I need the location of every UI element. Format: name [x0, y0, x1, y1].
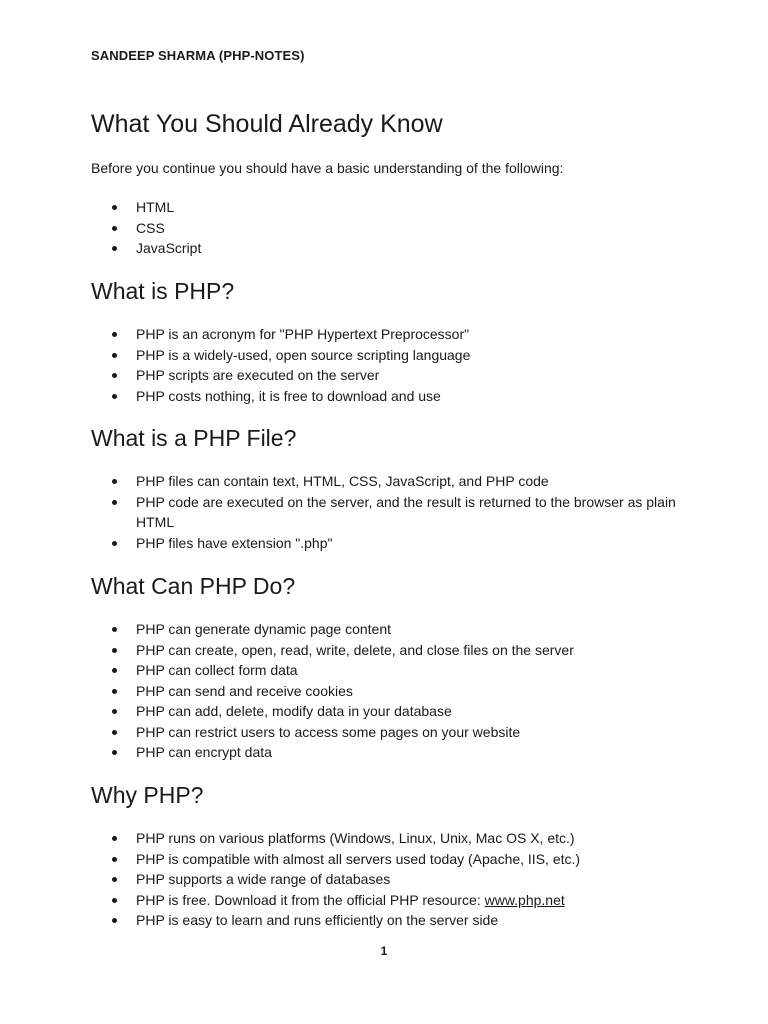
bullet-icon	[112, 898, 117, 903]
section-heading-php-capabilities: What Can PHP Do?	[91, 573, 296, 599]
bullet-icon	[112, 836, 117, 841]
list-item: PHP costs nothing, it is free to download and use	[110, 386, 690, 407]
list-item: PHP supports a wide range of databases	[110, 869, 690, 890]
php-capabilities-list	[110, 619, 690, 763]
page-number: 1	[380, 944, 388, 958]
bullet-icon	[112, 541, 117, 546]
list-item: PHP can encrypt data	[110, 742, 690, 763]
list-item: PHP is compatible with almost all servers used today (Apache, IIS, etc.)	[110, 849, 690, 870]
bullet-icon	[112, 226, 117, 231]
bullet-icon	[112, 373, 117, 378]
bullet-icon	[112, 668, 117, 673]
bullet-icon	[112, 353, 117, 358]
intro-paragraph: Before you continue you should have a basic understanding of the following:	[91, 160, 564, 176]
what-is-php-list	[110, 324, 690, 406]
list-item: PHP can generate dynamic page content	[110, 619, 690, 640]
list-item: PHP scripts are executed on the server	[110, 365, 690, 386]
list-item: PHP can create, open, read, write, delete, and close files on the server	[110, 640, 690, 661]
list-item: JavaScript	[110, 238, 690, 259]
bullet-icon	[112, 709, 117, 714]
bullet-icon	[112, 730, 117, 735]
php-net-link[interactable]: www.php.net	[484, 891, 565, 908]
list-item: PHP can add, delete, modify data in your database	[110, 701, 690, 722]
section-heading-what-is-php: What is PHP?	[91, 278, 235, 304]
why-php-list	[110, 828, 690, 931]
list-item: PHP is easy to learn and runs efficiently on the server side	[110, 910, 690, 931]
list-item: PHP files can contain text, HTML, CSS, JavaScript, and PHP code	[110, 471, 690, 492]
list-item: PHP is a widely-used, open source scripting language	[110, 345, 690, 366]
list-item: PHP is free. Download it from the official PHP resource: www.php.net	[110, 890, 690, 911]
bullet-icon	[112, 857, 117, 862]
list-item: PHP is an acronym for "PHP Hypertext Preprocessor"	[110, 324, 690, 345]
bullet-icon	[112, 394, 117, 399]
prerequisites-list	[110, 197, 690, 259]
bullet-icon	[112, 750, 117, 755]
bullet-icon	[112, 918, 117, 923]
bullet-icon	[112, 205, 117, 210]
section-heading-php-file: What is a PHP File?	[91, 425, 297, 451]
list-item: PHP can restrict users to access some pages on your website	[110, 722, 690, 743]
bullet-icon	[112, 500, 117, 505]
php-file-list	[110, 471, 690, 553]
bullet-icon	[112, 648, 117, 653]
bullet-icon	[112, 627, 117, 632]
list-item: PHP files have extension ".php"	[110, 533, 690, 554]
list-item: PHP code are executed on the server, and the result is returned to the browser as plain HTML	[110, 492, 690, 533]
list-item: PHP can send and receive cookies	[110, 681, 690, 702]
bullet-icon	[112, 689, 117, 694]
bullet-icon	[112, 877, 117, 882]
list-item: HTML	[110, 197, 690, 218]
list-item: CSS	[110, 218, 690, 239]
list-item: PHP runs on various platforms (Windows, Linux, Unix, Mac OS X, etc.)	[110, 828, 690, 849]
section-heading-why-php: Why PHP?	[91, 782, 204, 808]
bullet-icon	[112, 246, 117, 251]
list-item: PHP can collect form data	[110, 660, 690, 681]
section-heading-prerequisites: What You Should Already Know	[91, 110, 443, 138]
bullet-icon	[112, 479, 117, 484]
document-header: SANDEEP SHARMA (PHP-NOTES)	[91, 48, 305, 63]
bullet-icon	[112, 332, 117, 337]
